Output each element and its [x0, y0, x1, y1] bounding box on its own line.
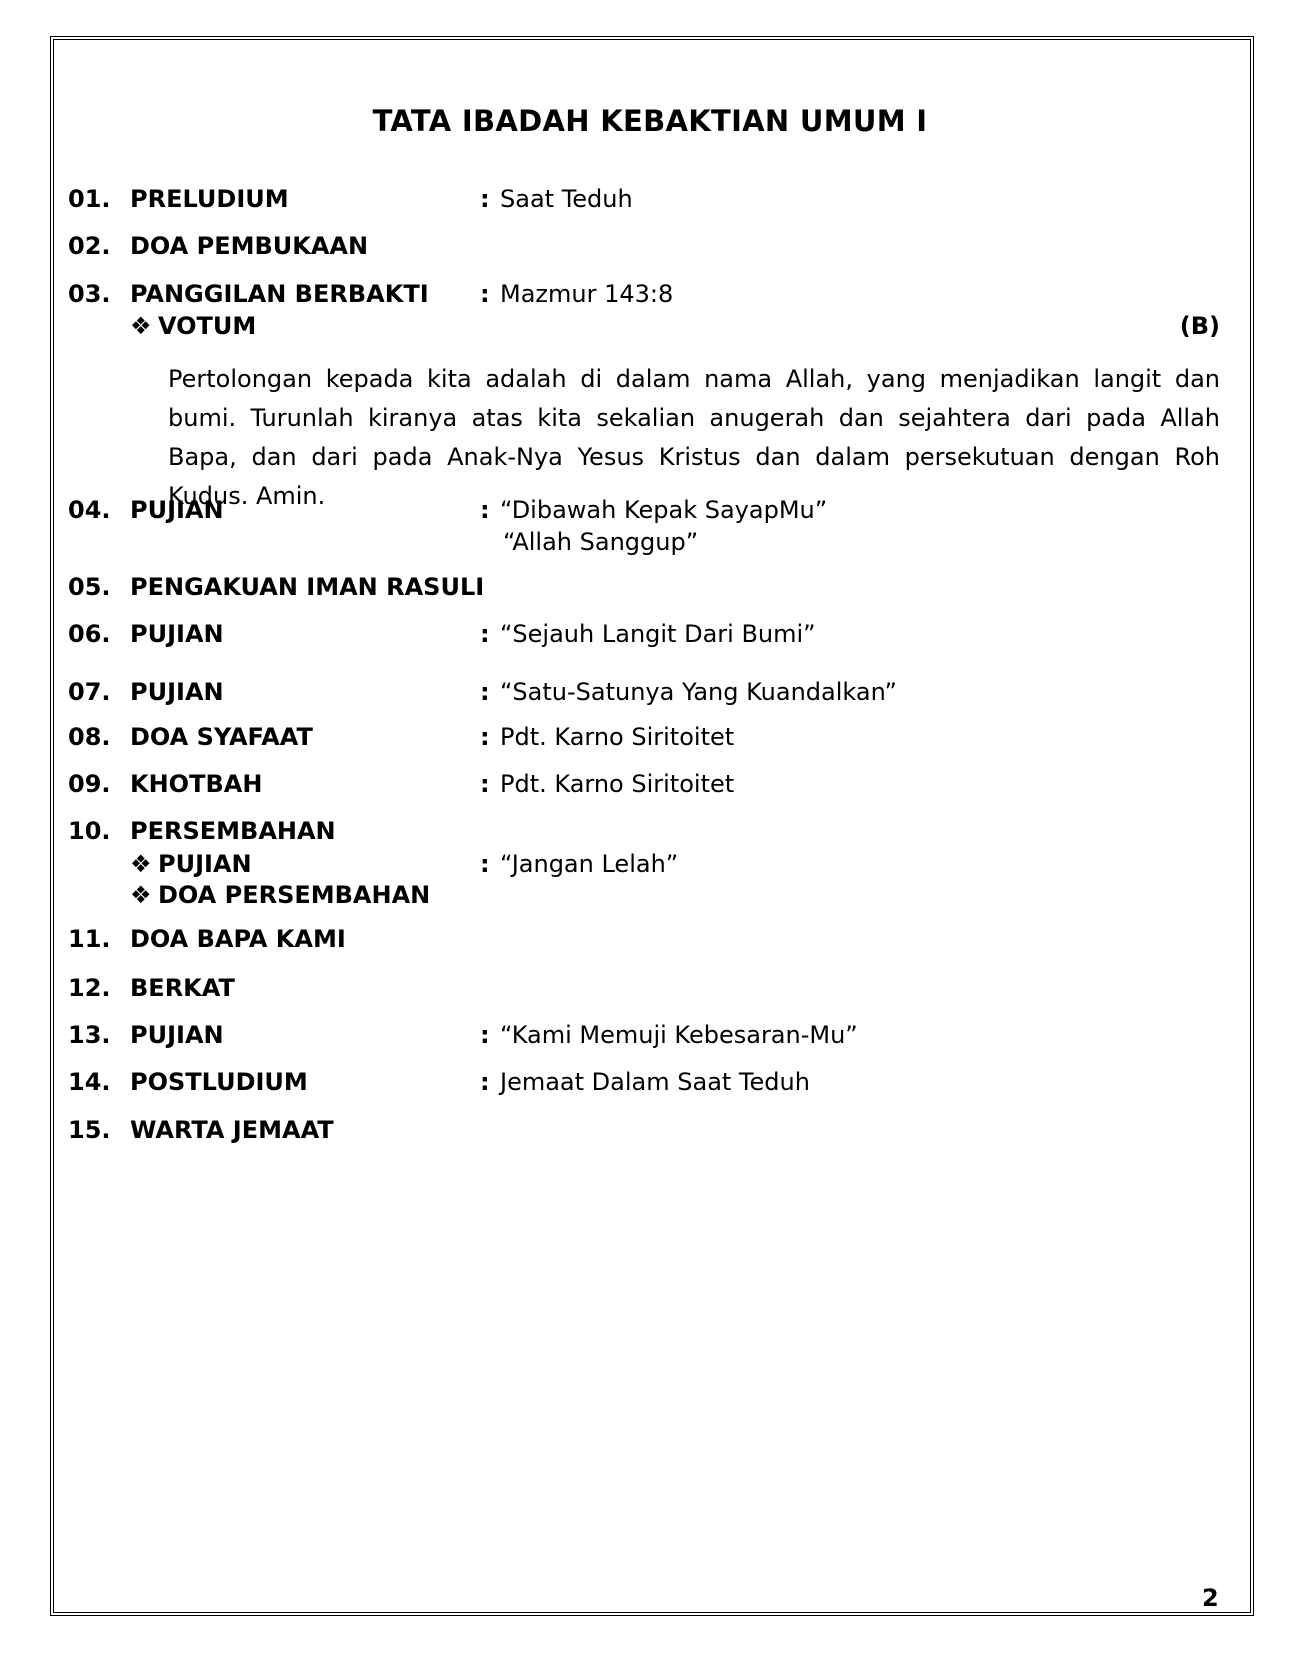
item-label: PANGGILAN BERBAKTI [130, 280, 429, 308]
item-value: Saat Teduh [500, 185, 633, 213]
document-title: TATA IBADAH KEBAKTIAN UMUM I [372, 104, 928, 138]
item-colon: : [480, 770, 490, 798]
item-value: Mazmur 143:8 [500, 280, 674, 308]
item-label: PUJIAN [130, 620, 224, 648]
page-number: 2 [1202, 1584, 1219, 1612]
item-label: WARTA JEMAAT [130, 1116, 334, 1144]
item-number: 02. [68, 232, 111, 260]
item-colon: : [480, 723, 490, 751]
votum-heading [68, 309, 1220, 343]
item-value: “Allah Sanggup” [503, 528, 699, 556]
item-number: 07. [68, 678, 111, 706]
item-colon: : [480, 1021, 490, 1049]
item-colon: : [480, 280, 490, 308]
item-number: 10. [68, 817, 111, 845]
item-value: Pdt. Karno Siritoitet [500, 723, 735, 751]
item-label: PENGAKUAN IMAN RASULI [130, 573, 485, 601]
item-label: PUJIAN [130, 1021, 224, 1049]
item-label: PRELUDIUM [130, 185, 289, 213]
item-number: 15. [68, 1116, 111, 1144]
item-number: 04. [68, 496, 111, 524]
item-value: “Jangan Lelah” [500, 850, 679, 878]
item-colon: : [480, 496, 490, 524]
item-label: BERKAT [130, 974, 235, 1002]
bullet-diamond-icon: ❖ [130, 850, 152, 878]
item-label: PERSEMBAHAN [130, 817, 336, 845]
item-number: 03. [68, 280, 111, 308]
item-number: 06. [68, 620, 111, 648]
item-number: 01. [68, 185, 111, 213]
item-value: “Dibawah Kepak SayapMu” [500, 496, 828, 524]
item-value: Jemaat Dalam Saat Teduh [500, 1068, 810, 1096]
item-value: Pdt. Karno Siritoitet [500, 770, 735, 798]
item-label: PUJIAN [130, 678, 224, 706]
item-number: 08. [68, 723, 111, 751]
sub-item-label: PUJIAN [158, 850, 252, 878]
votum-label: VOTUM [158, 312, 257, 340]
bullet-diamond-icon: ❖ [130, 881, 152, 909]
item-colon: : [480, 678, 490, 706]
sub-item-label: DOA PERSEMBAHAN [158, 881, 431, 909]
item-colon: : [480, 185, 490, 213]
item-label: DOA PEMBUKAAN [130, 232, 369, 260]
item-label: DOA SYAFAAT [130, 723, 313, 751]
item-label: KHOTBAH [130, 770, 263, 798]
item-value: “Satu-Satunya Yang Kuandalkan” [500, 678, 897, 706]
item-colon: : [480, 1068, 490, 1096]
item-number: 12. [68, 974, 111, 1002]
item-number: 09. [68, 770, 111, 798]
item-number: 13. [68, 1021, 111, 1049]
item-label: PUJIAN [130, 496, 224, 524]
item-label: POSTLUDIUM [130, 1068, 308, 1096]
votum-text: Pertolongan kepada kita adalah di dalam nama Allah, yang menjadikan langit dan bumi. Turunlah kiranya atas kita sekalian anugerah dan sejahtera dari pada Allah Bapa, dan dari pada Anak-Nya Yesus Kristus dan dalam persekutuan dengan Roh Kudus. Amin. [168, 365, 1220, 510]
item-colon: : [480, 620, 490, 648]
item-colon: : [480, 850, 490, 878]
item-value: “Sejauh Langit Dari Bumi” [500, 620, 816, 648]
item-number: 05. [68, 573, 111, 601]
item-label: DOA BAPA KAMI [130, 925, 346, 953]
votum-response-mark: (B) [1179, 312, 1220, 340]
item-number: 14. [68, 1068, 111, 1096]
item-number: 11. [68, 925, 111, 953]
bullet-diamond-icon: ❖ [130, 312, 152, 340]
item-value: “Kami Memuji Kebesaran-Mu” [500, 1021, 858, 1049]
